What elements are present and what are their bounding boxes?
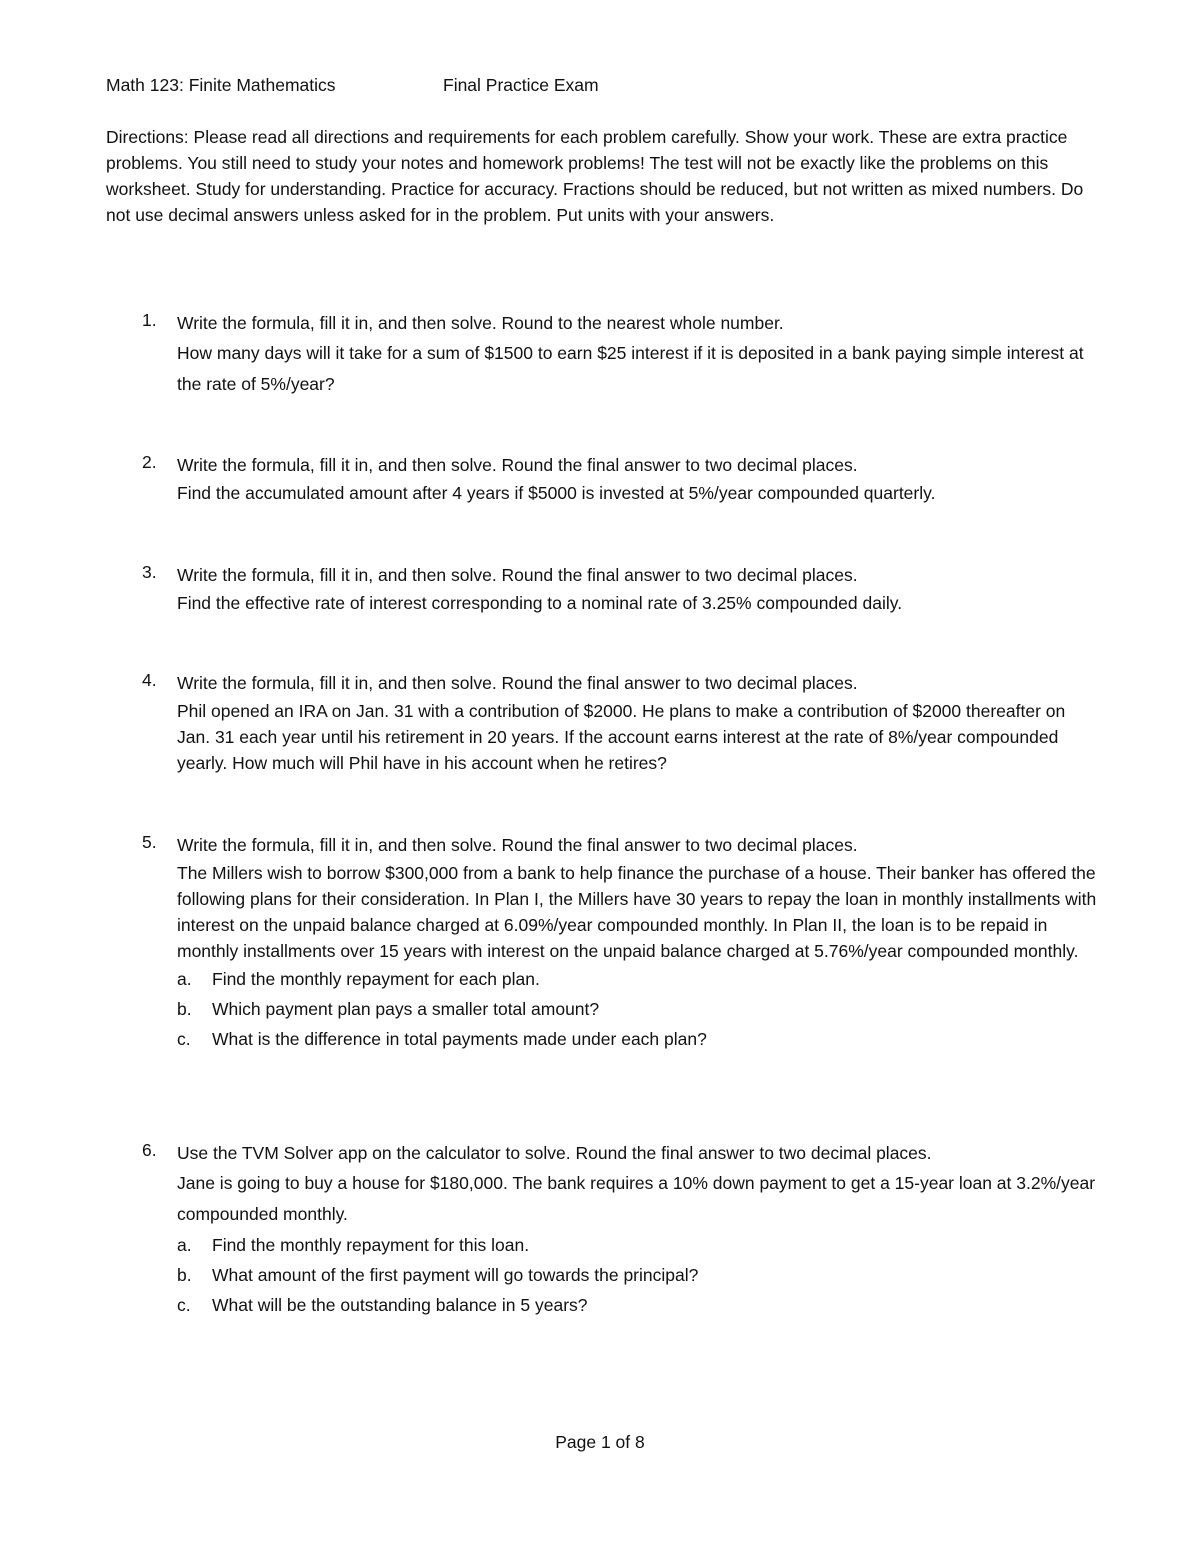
problem-4 (142, 668, 1097, 776)
sub-question-text: What will be the outstanding balance in 5 years? (212, 1295, 588, 1315)
problem-text: Find the effective rate of interest corresponding to a nominal rate of 3.25% compounded daily. (177, 593, 903, 613)
course-title: Math 123: Finite Mathematics (106, 75, 336, 95)
sub-question-letter: a. (177, 969, 192, 989)
problem-instruction: Write the formula, fill it in, and then solve. Round to the nearest whole number. (177, 313, 784, 333)
problem-text: Find the accumulated amount after 4 years if $5000 is invested at 5%/year compounded quarterly. (177, 483, 936, 503)
problem-1 (142, 308, 1097, 400)
sub-question-a (177, 1230, 1097, 1260)
page-header (106, 75, 599, 96)
sub-question-text: Which payment plan pays a smaller total amount? (212, 999, 600, 1019)
sub-question-letter: b. (177, 1265, 192, 1285)
problem-text: The Millers wish to borrow $300,000 from a bank to help finance the purchase of a house. Their banker has offered the following plans for their consideration. In Plan I, the Millers have 30 years to repay the loan in monthly installments with interest on the unpaid balance charged at 6.09%/year compounded monthly. In Plan II, the loan is to be repaid in monthly installments over 15 years with interest on the unpaid balance charged at 5.76%/year compounded monthly. (177, 863, 1097, 961)
directions-paragraph: Directions: Please read all directions and requirements for each problem carefully. Show your work. These are extra practice problems. You still need to study your notes and homework problems! The test will not be exactly like the problems on this worksheet. Study for understanding. Practice for accuracy. Fractions should be reduced, but not written as mixed numbers. Do not use decimal answers unless asked for in the problem. Put units with your answers. (106, 127, 1084, 225)
sub-question-letter: c. (177, 1295, 191, 1315)
problem-instruction: Write the formula, fill it in, and then solve. Round the final answer to two decimal places. (177, 455, 858, 475)
problem-number: 2. (142, 452, 157, 472)
sub-question-b (177, 994, 1097, 1024)
sub-question-text: What amount of the first payment will go towards the principal? (212, 1265, 699, 1285)
sub-question-letter: a. (177, 1235, 192, 1255)
sub-question-a (177, 964, 1097, 994)
problem-instruction: Write the formula, fill it in, and then solve. Round the final answer to two decimal places. (177, 835, 858, 855)
problem-text: Jane is going to buy a house for $180,000. The bank requires a 10% down payment to get a 15-year loan at 3.2%/year compounded monthly. (177, 1173, 1096, 1224)
page-number: Page 1 of 8 (555, 1432, 645, 1452)
problem-2 (142, 450, 1097, 506)
problem-number: 5. (142, 832, 157, 852)
exam-title: Final Practice Exam (443, 75, 599, 95)
sub-question-c (177, 1024, 1097, 1054)
sub-question-text: Find the monthly repayment for this loan. (212, 1235, 530, 1255)
problem-3 (142, 560, 1097, 616)
problem-instruction: Use the TVM Solver app on the calculator to solve. Round the final answer to two decimal places. (177, 1143, 932, 1163)
problem-6 (142, 1138, 1097, 1320)
problem-instruction: Write the formula, fill it in, and then solve. Round the final answer to two decimal places. (177, 565, 858, 585)
problem-text: Phil opened an IRA on Jan. 31 with a contribution of $2000. He plans to make a contribution of $2000 thereafter on Jan. 31 each year until his retirement in 20 years. If the account earns interest at the rate of 8%/year compounded yearly. How much will Phil have in his account when he retires? (177, 701, 1066, 773)
sub-question-letter: c. (177, 1029, 191, 1049)
problem-5 (142, 830, 1097, 1054)
sub-question-text: What is the difference in total payments made under each plan? (212, 1029, 707, 1049)
sub-question-c (177, 1290, 1097, 1320)
problem-instruction: Write the formula, fill it in, and then solve. Round the final answer to two decimal places. (177, 673, 858, 693)
problem-text: How many days will it take for a sum of $1500 to earn $25 interest if it is deposited in a bank paying simple interest at the rate of 5%/year? (177, 343, 1084, 394)
sub-question-letter: b. (177, 999, 192, 1019)
problem-number: 4. (142, 670, 157, 690)
problem-number: 6. (142, 1140, 157, 1160)
problem-number: 3. (142, 562, 157, 582)
sub-question-b (177, 1260, 1097, 1290)
problem-number: 1. (142, 310, 157, 330)
sub-question-text: Find the monthly repayment for each plan. (212, 969, 540, 989)
